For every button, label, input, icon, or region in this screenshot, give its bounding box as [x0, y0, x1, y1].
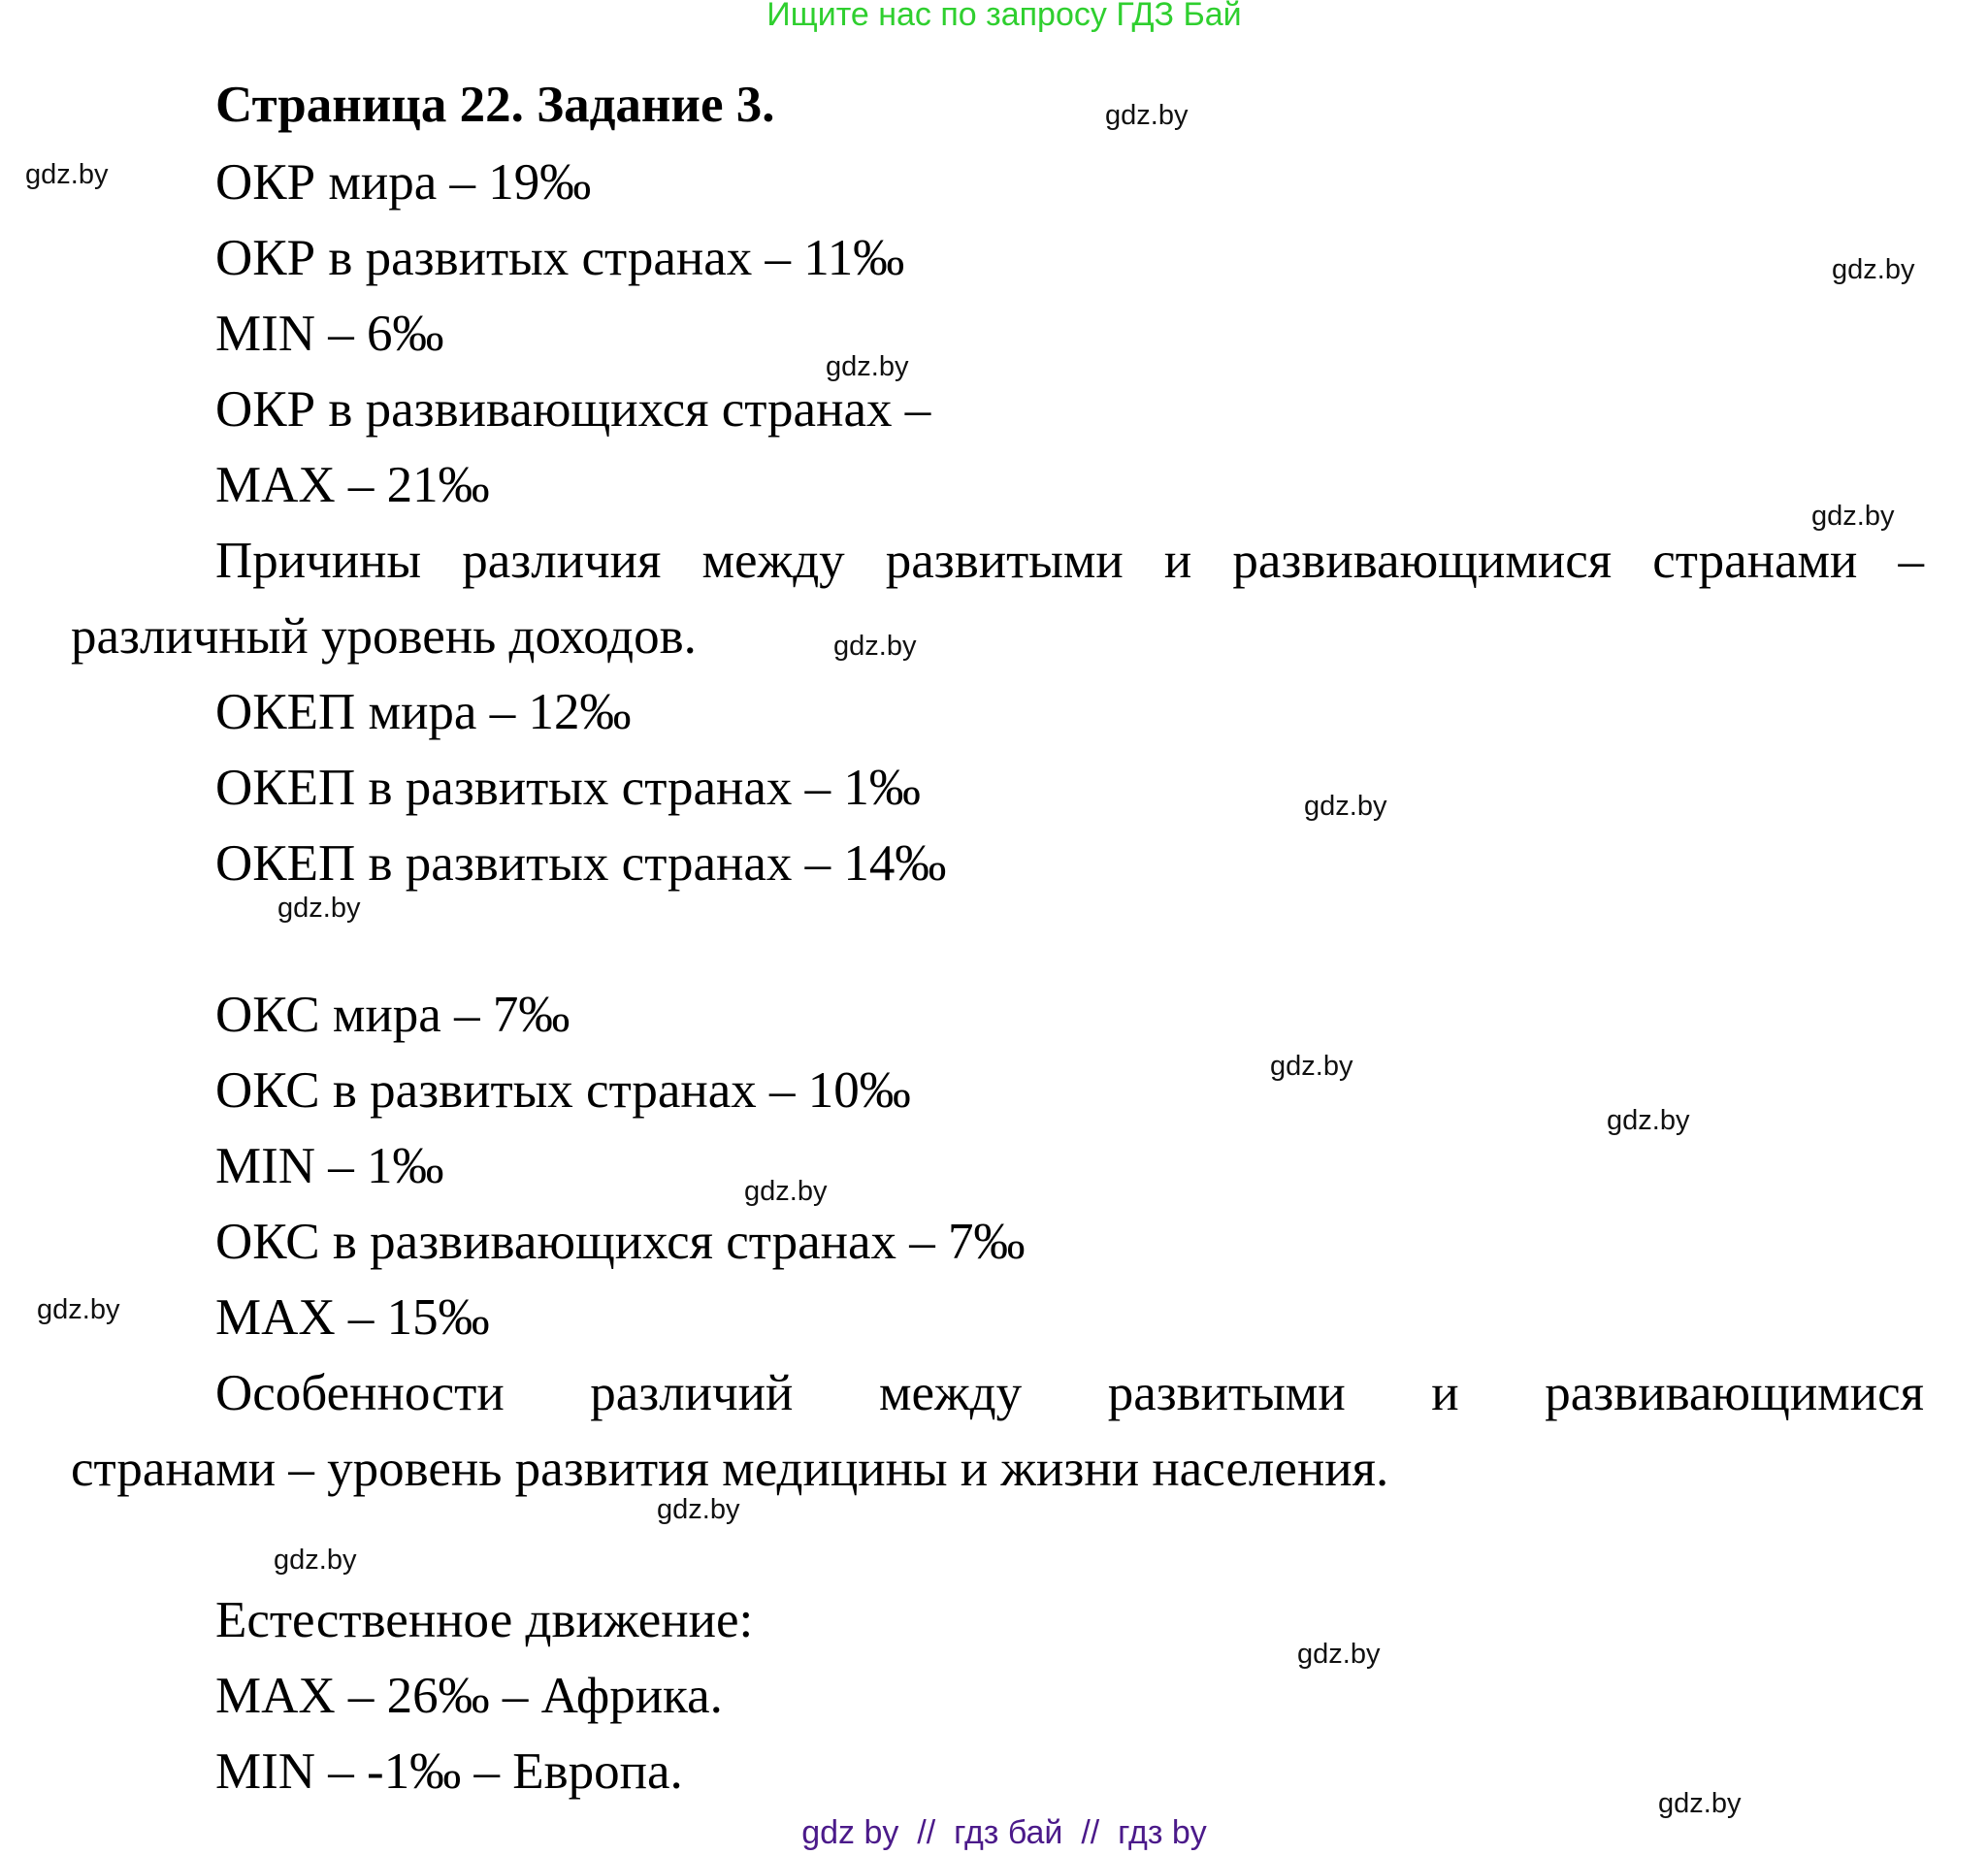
text-line: ОКР мира – 19‰: [215, 154, 592, 211]
text-line: ОКС мира – 7‰: [215, 987, 570, 1043]
watermark: gdz.by: [1811, 501, 1895, 532]
footer-links: gdz by // гдз бай // гдз by: [801, 1814, 1207, 1851]
text-line: странами – уровень развития медицины и жизни населения.: [71, 1441, 1389, 1497]
watermark: gdz.by: [1297, 1639, 1381, 1670]
page-title: Страница 22. Задание 3.: [215, 77, 775, 133]
text-line: Причины различия между развитыми и развивающимися странами –: [215, 533, 1924, 589]
text-line: MAX – 26‰ – Африка.: [215, 1668, 723, 1724]
text-line: MIN – 1‰: [215, 1138, 444, 1194]
watermark: gdz.by: [37, 1294, 120, 1325]
watermark: gdz.by: [1270, 1051, 1353, 1082]
text-line: ОКЕП в развитых странах – 1‰: [215, 760, 921, 816]
watermark: gdz.by: [1105, 100, 1189, 131]
text-line: ОКЕП мира – 12‰: [215, 684, 632, 740]
text-line: MAX – 15‰: [215, 1289, 490, 1346]
watermark: gdz.by: [744, 1176, 828, 1207]
text-line: MAX – 21‰: [215, 457, 490, 513]
watermark: gdz.by: [274, 1545, 357, 1576]
watermark: gdz.by: [657, 1494, 740, 1525]
text-line: ОКР в развивающихся странах –: [215, 381, 931, 438]
watermark: gdz.by: [25, 159, 109, 190]
watermark: gdz.by: [1607, 1105, 1690, 1136]
text-line: ОКЕП в развитых странах – 14‰: [215, 835, 947, 892]
watermark: gdz.by: [826, 351, 909, 382]
text-line: Естественное движение:: [215, 1592, 754, 1648]
text-line: различный уровень доходов.: [71, 608, 697, 665]
text-line: MIN – -1‰ – Европа.: [215, 1743, 683, 1800]
watermark: gdz.by: [1658, 1788, 1742, 1819]
text-line: Особенности различий между развитыми и развивающимися: [215, 1365, 1924, 1421]
text-line: MIN – 6‰: [215, 306, 444, 362]
text-line: ОКС в развитых странах – 10‰: [215, 1062, 911, 1119]
watermark: gdz.by: [1832, 254, 1915, 285]
text-line: ОКР в развитых странах – 11‰: [215, 230, 905, 286]
text-line: ОКС в развивающихся странах – 7‰: [215, 1214, 1026, 1270]
search-hint-banner: Ищите нас по запросу ГДЗ Бай: [766, 0, 1242, 33]
watermark: gdz.by: [277, 893, 361, 924]
watermark: gdz.by: [1304, 791, 1387, 822]
watermark: gdz.by: [833, 631, 917, 662]
